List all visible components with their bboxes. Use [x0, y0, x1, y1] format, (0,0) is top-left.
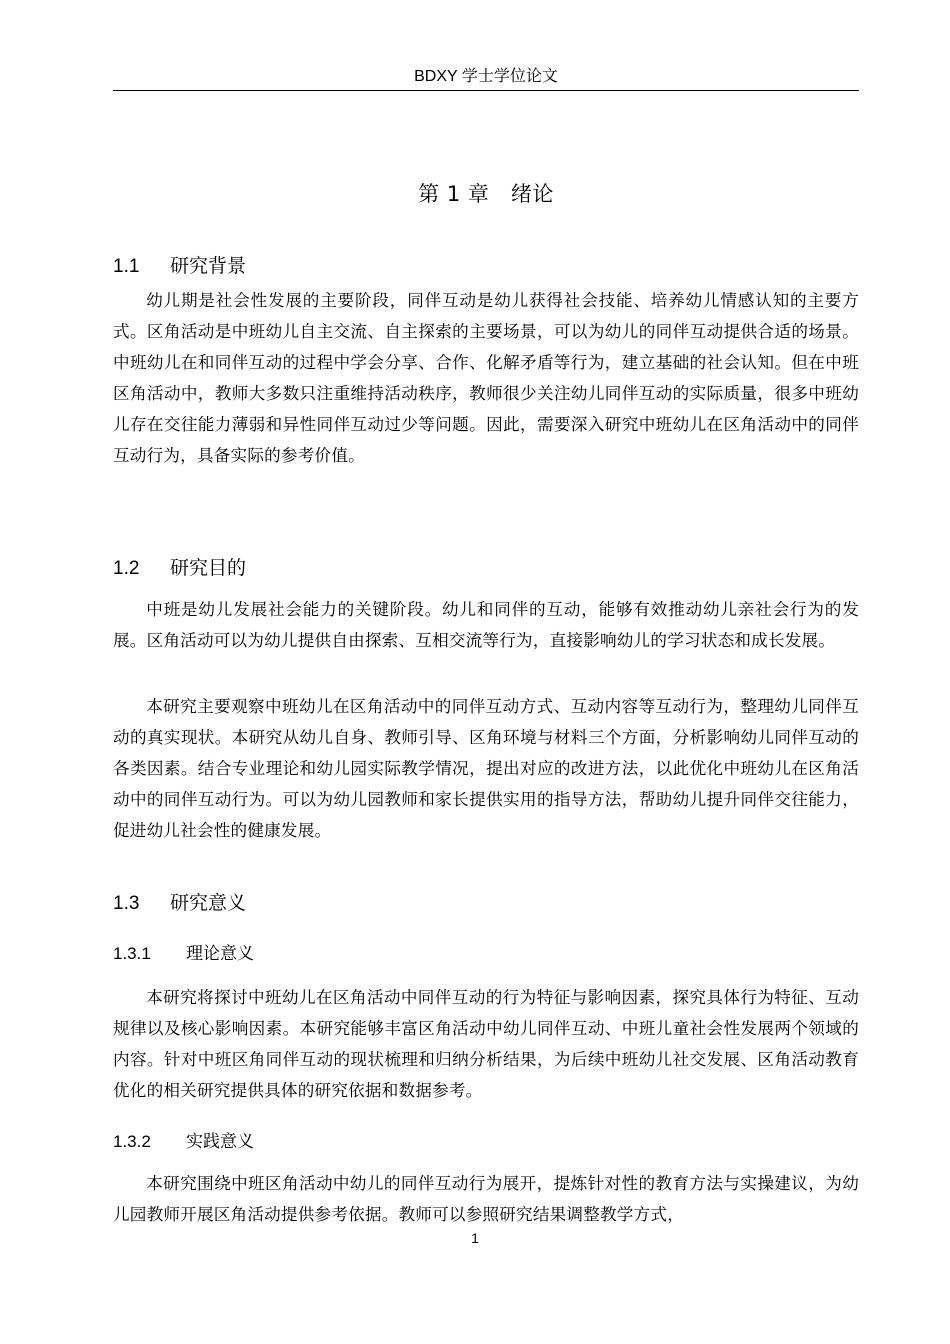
section-title: 研究意义: [170, 892, 247, 914]
section-number: 1.2: [113, 558, 140, 579]
paragraph: 本研究将探讨中班幼儿在区角活动中同伴互动的行为特征与影响因素，探究具体行为特征、互动规律以及核心影响因素。本研究能够丰富区角活动中幼儿同伴互动、中班儿童社会性发展两个领域的内容。针对中班区角同伴互动的现状梳理和归纳分析结果，为后续中班幼儿社交发展、区角活动教育优化的相关研究提供具体的研究依据和数据参考。: [113, 988, 859, 1100]
header-text: BDXY 学士学位论文: [414, 68, 558, 85]
subsection-title: 实践意义: [186, 1132, 254, 1152]
section-number: 1.1: [113, 256, 140, 277]
subsection-number: 1.3.2: [113, 1132, 151, 1151]
paragraph: 中班是幼儿发展社会能力的关键阶段。幼儿和同伴的互动，能够有效推动幼儿亲社会行为的发展。区角活动可以为幼儿提供自由探索、互相交流等行为，直接影响幼儿的学习状态和成长发展。: [113, 600, 859, 650]
paragraph: 本研究主要观察中班幼儿在区角活动中的同伴互动方式、互动内容等互动行为，整理幼儿同伴互动的真实现状。本研究从幼儿自身、教师引导、区角环境与材料三个方面，分析影响幼儿同伴互动的各类因素。结合专业理论和幼儿园实际教学情况，提出对应的改进方法，以此优化中班幼儿在区角活动中的同伴互动行为。可以为幼儿园教师和家长提供实用的指导方法，帮助幼儿提升同伴交往能力，促进幼儿社会性的健康发展。: [113, 697, 859, 840]
page-number: 1: [471, 1230, 479, 1246]
section-heading-1-3: [113, 888, 246, 919]
subsection-heading-1-3-1: [113, 939, 254, 969]
subsection-title: 理论意义: [186, 944, 254, 964]
subsection-number: 1.3.1: [113, 944, 151, 963]
section-number: 1.3: [113, 893, 140, 914]
section-title: 研究背景: [170, 255, 247, 277]
chapter-title: 第 1 章 绪论: [418, 182, 554, 206]
subsection-heading-1-3-2: [113, 1127, 254, 1157]
section-heading-1-1: [113, 251, 246, 282]
section-title: 研究目的: [170, 557, 247, 579]
section-heading-1-2: [113, 553, 246, 584]
page-header: [113, 64, 859, 91]
paragraph: 幼儿期是社会性发展的主要阶段，同伴互动是幼儿获得社会技能、培养幼儿情感认知的主要方式。区角活动是中班幼儿自主交流、自主探索的主要场景，可以为幼儿的同伴互动提供合适的场景。中班幼儿在和同伴互动的过程中学会分享、合作、化解矛盾等行为，建立基础的社会认知。但在中班区角活动中，教师大多数只注重维持活动秩序，教师很少关注幼儿同伴互动的实际质量，很多中班幼儿存在交往能力薄弱和异性同伴互动过少等问题。因此，需要深入研究中班幼儿在区角活动中的同伴互动行为，具备实际的参考价值。: [113, 291, 859, 465]
paragraph: 本研究围绕中班区角活动中幼儿的同伴互动行为展开，提炼针对性的教育方法与实操建议，为幼儿园教师开展区角活动提供参考依据。教师可以参照研究结果调整教学方式，: [113, 1174, 859, 1224]
